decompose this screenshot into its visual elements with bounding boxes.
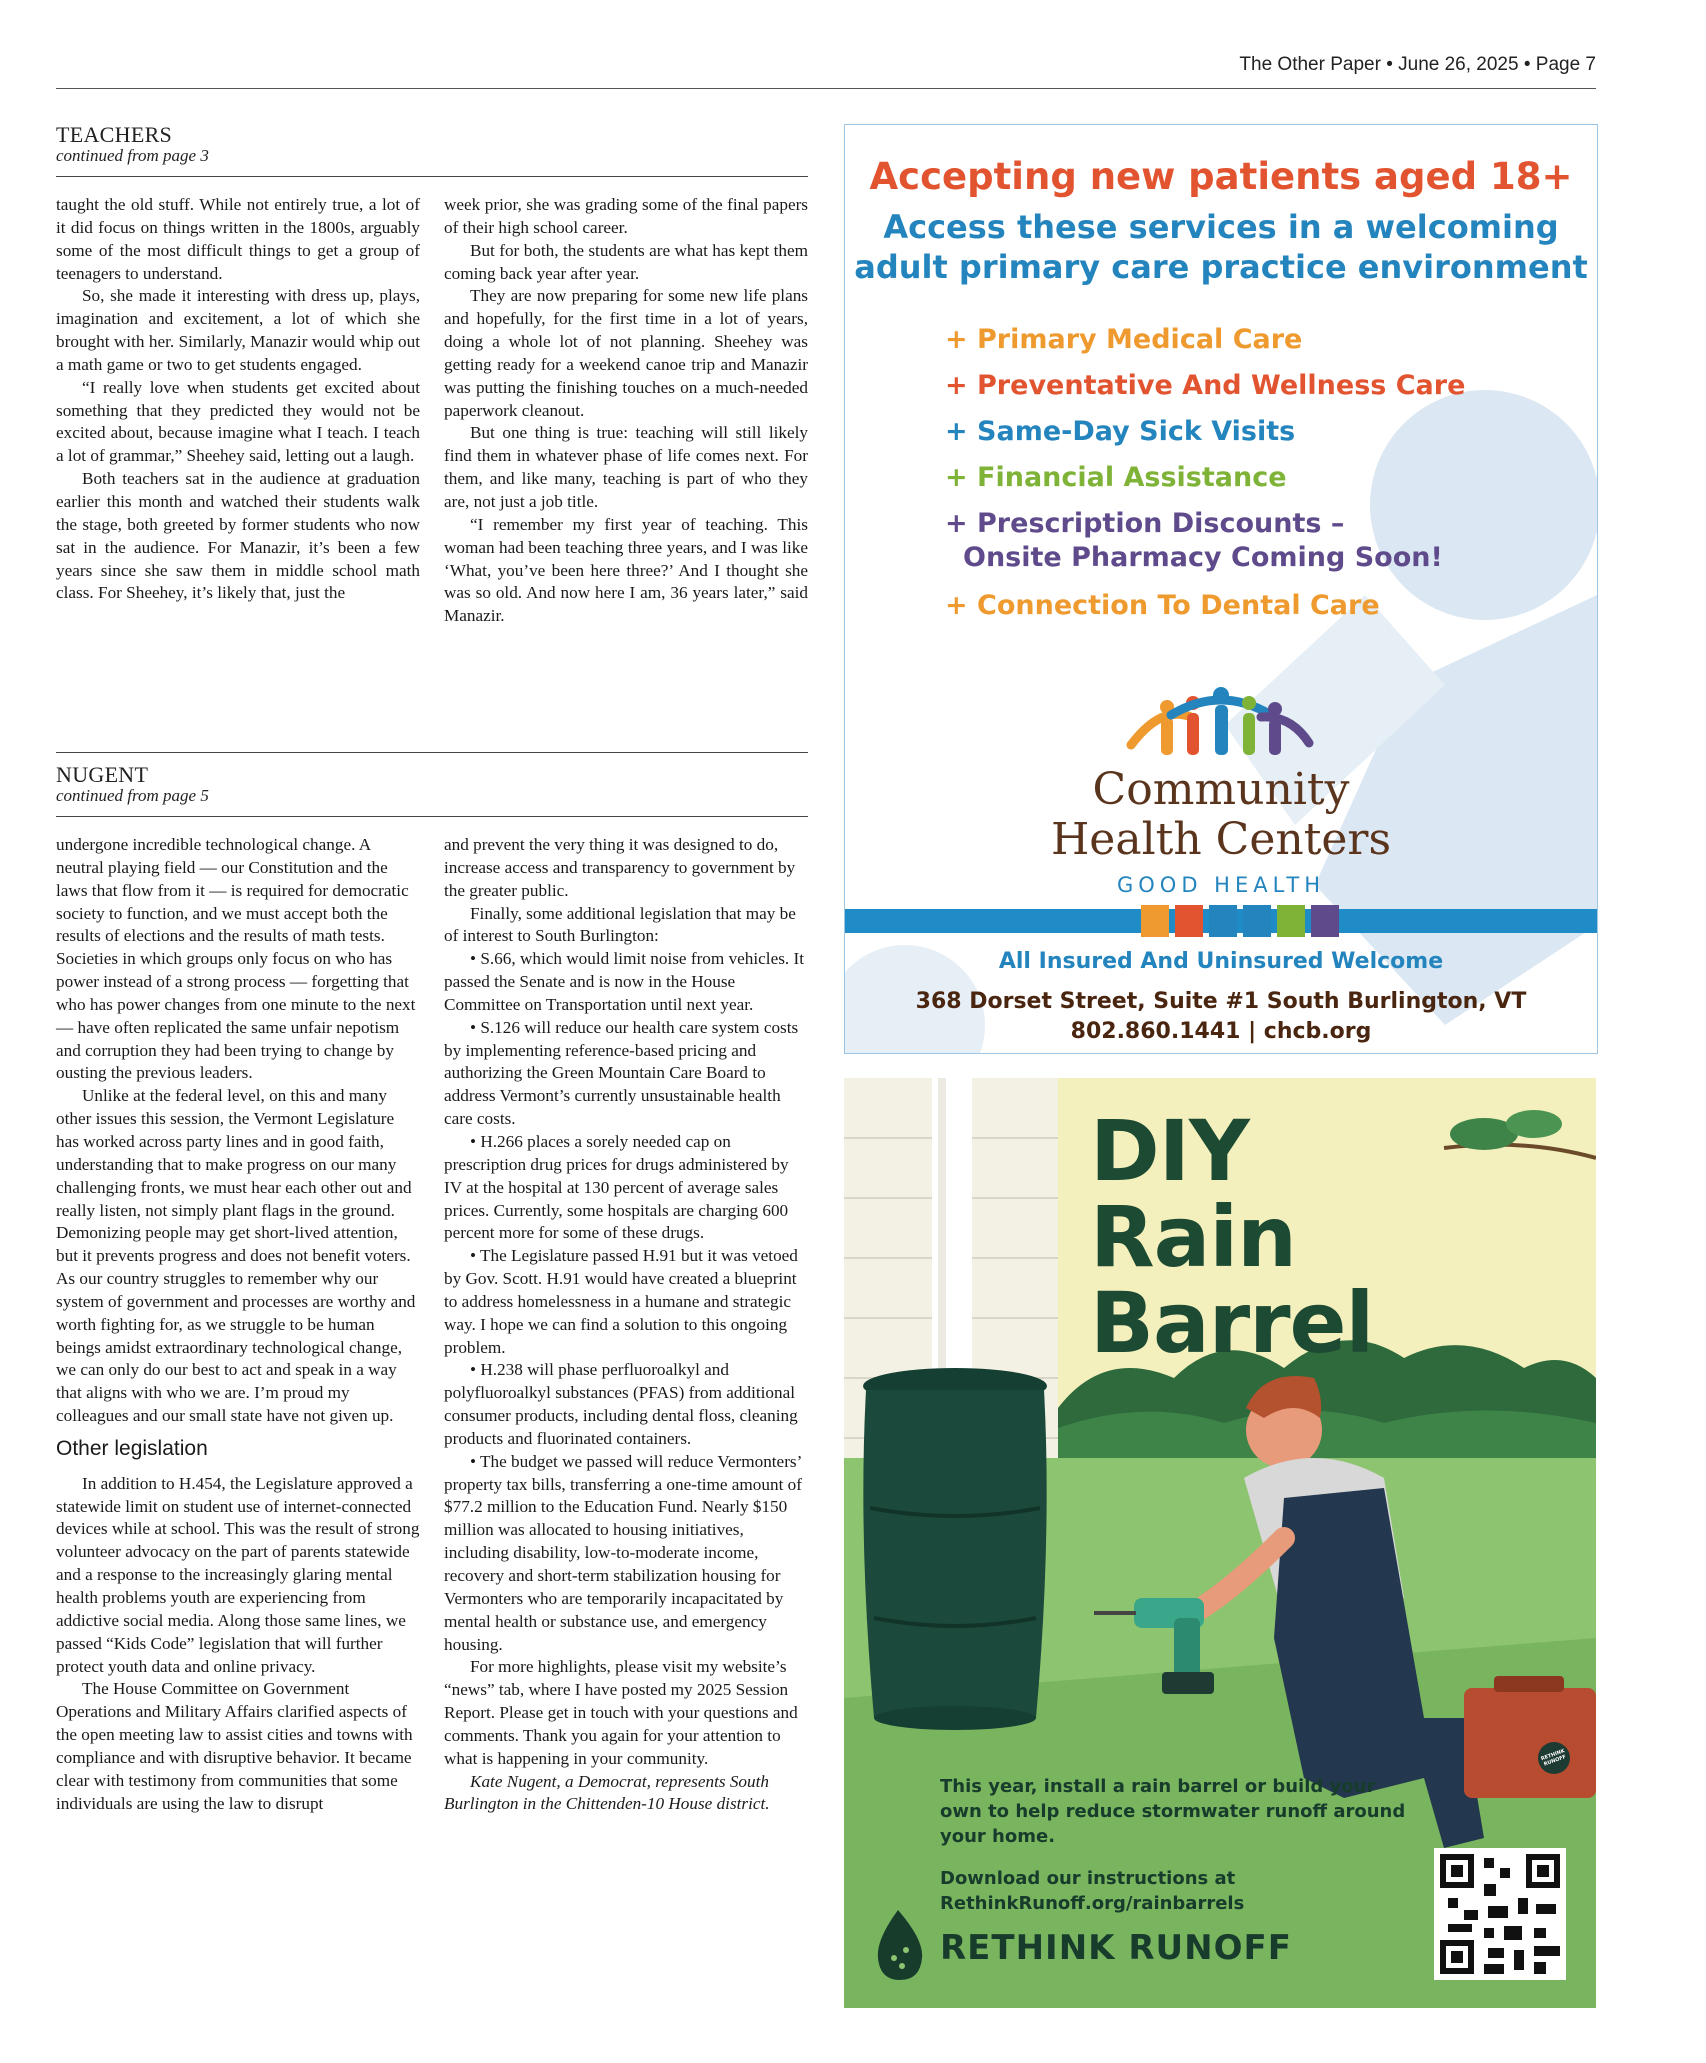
teachers-rule — [56, 176, 808, 177]
running-head — [56, 52, 1596, 89]
rethink-runoff-brand: RETHINK RUNOFF — [940, 1928, 1292, 1968]
color-square — [1141, 905, 1169, 937]
paragraph: So, she made it interesting with dress up, plays, imagination and excitement, a lot of which she brought with her. Similarly, Manazir would whip out a math game or two to get students engaged. — [56, 286, 420, 374]
subhead-other-legislation: Other legislation — [56, 1436, 208, 1460]
service-item: + Connection To Dental Care — [945, 590, 1380, 621]
ad-headline: Accepting new patients aged 18+ — [869, 155, 1573, 198]
rain-barrel-title-2: Rain Barrel — [1090, 1188, 1374, 1372]
logo-tagline: GOOD HEALTH — [1116, 873, 1326, 897]
paragraph: “I remember my first year of teaching. This woman had been teaching three years, and I was like ‘What, you’ve been here three?’ And I thought she was so old. And now here I am, 36 years later,” said Manazir. — [444, 514, 808, 626]
nugent-column-1 — [56, 834, 420, 1815]
ad-contact: 802.860.1441 | chcb.org — [1070, 1019, 1372, 1044]
health-centers-ad — [844, 124, 1598, 1054]
insured-note: All Insured And Uninsured Welcome — [998, 949, 1444, 974]
running-head-text: The Other Paper • June 26, 2025 • Page 7 — [1239, 54, 1596, 75]
teachers-continued: continued from page 3 — [56, 146, 209, 165]
paragraph: week prior, she was grading some of the final papers of their high school career. — [444, 195, 808, 237]
service-item: Onsite Pharmacy Coming Soon! — [963, 542, 1443, 573]
nugent-top-rule — [56, 752, 808, 753]
ad-subhead-1: Access these services in a welcoming — [883, 208, 1559, 246]
bullet-item: • The budget we passed will reduce Vermonters’ property tax bills, transferring a one-time amount of $77.2 million to the Education Fund. Nearly $150 million was allocated to housing initiatives, including disability, low-to-moderate income, recovery and short-term stabilization housing for Vermonters who are temporarily incapacitated by mental health or substance use, and emergency housing. — [444, 1451, 802, 1654]
service-item: + Prescription Discounts – — [945, 508, 1345, 539]
rain-barrel-copy-2: Download our instructions at RethinkRunoff.org/rainbarrels — [940, 1868, 1245, 1914]
color-square — [1243, 905, 1271, 937]
color-square — [1311, 905, 1339, 937]
service-item: + Preventative And Wellness Care — [945, 370, 1466, 401]
people-logo-icon — [1121, 685, 1321, 765]
service-item: + Primary Medical Care — [945, 324, 1303, 355]
paragraph: and prevent the very thing it was designed to do, increase access and transparency to government by the greater public. — [444, 835, 796, 900]
bullet-item: • S.66, which would limit noise from vehicles. It passed the Senate and is now in the House Committee on Transportation until next year. — [444, 949, 804, 1014]
paragraph: In addition to H.454, the Legislature approved a statewide limit on student use of internet-connected devices while at school. This was the result of strong volunteer advocacy on the part of parents statewide and a response to the increasingly glaring mental health problems youth are experiencing from addictive social media. Along those same lines, we passed “Kids Code” legislation that will further protect youth data and online privacy. — [56, 1473, 420, 1676]
paragraph: But for both, the students are what has kept them coming back year after year. — [444, 240, 808, 283]
service-item: + Same-Day Sick Visits — [945, 416, 1296, 447]
teachers-title: TEACHERS — [56, 122, 173, 147]
paragraph: For more highlights, please visit my website’s “news” tab, where I have posted my 2025 Session Report. Please get in touch with your questions and comments. Thank you again for your attention to what is happening in your community. — [444, 1657, 798, 1768]
paragraph: “I really love when students get excited about something that they predicted they would not be excited about, because imagine what I teach. I teach a lot of grammar,” Sheehey said, letting out a laugh. — [56, 377, 420, 466]
toolbox-logo: RETHINK RUNOFF — [1540, 1748, 1567, 1768]
ad-subhead-2: adult primary care practice environment — [854, 248, 1588, 286]
bullet-item: • H.266 places a sorely needed cap on prescription drug prices for drugs administered by IV at the hospital at 130 percent of average sales prices. Currently, some hospitals are charging 600 percent more for some of these drugs. — [444, 1131, 789, 1243]
rain-barrel-ad — [844, 1078, 1596, 2008]
color-square — [1175, 905, 1203, 937]
rain-barrel-title-1: DIY — [1090, 1102, 1249, 1200]
nugent-continued: continued from page 5 — [56, 786, 209, 805]
paragraph: Finally, some additional legislation that may be of interest to South Burlington: — [444, 903, 796, 946]
color-square — [1209, 905, 1237, 937]
bullet-item: • H.238 will phase perfluoroalkyl and polyfluoroalkyl substances (PFAS) from additional consumer products, including dental floss, cleaning products and fluorinated containers. — [444, 1360, 798, 1448]
paragraph: Both teachers sat in the audience at graduation earlier this month and watched their students walk the stage, both greeted by former students who now sat in the audience. For Manazir, it’s been a few years since she saw them in middle school math class. For Sheehey, it’s likely that, just the — [56, 469, 420, 603]
service-item: + Financial Assistance — [945, 462, 1287, 493]
paragraph: taught the old stuff. While not entirely true, a lot of it did focus on things written in the 1800s, arguably some of the most difficult things to get a group of teenagers to understand. — [56, 195, 420, 283]
ad-address: 368 Dorset Street, Suite #1 South Burlington, VT — [915, 989, 1527, 1014]
paragraph: The House Committee on Government Operations and Military Affairs clarified aspects of the open meeting law to assist cities and towns with compliance and with disruptive behavior. It became clear with testimony from communities that some individuals are using the law to disrupt — [56, 1679, 413, 1813]
teachers-column-2 — [444, 194, 808, 628]
color-square — [1277, 905, 1305, 937]
teachers-column-1 — [56, 194, 420, 605]
nugent-rule — [56, 816, 808, 817]
rain-barrel-copy-1: This year, install a rain barrel or build your own to help reduce stormwater runoff around your home. — [940, 1776, 1406, 1847]
bullet-item: • S.126 will reduce our health care system costs by implementing reference-based pricing and authorizing the Green Mountain Care Board to address Vermont’s currently unsustainable health care costs. — [444, 1017, 799, 1129]
author-signature: Kate Nugent, a Democrat, represents South Burlington in the Chittenden-10 House district. — [444, 1771, 770, 1814]
logo-line-community: Community — [1092, 764, 1350, 815]
paragraph: undergone incredible technological change. A neutral playing field — our Constitution and the laws that flow from it — is required for democratic society to function, and we must accept both the results of elections and the results of math tests. Societies in which groups only focus on who has power instead of a strong process — forgetting that who has power changes from one minute to the next — have often replicated the same unfair nepotism and corruption they had been trying to change by ousting the previous leaders. — [56, 835, 416, 1083]
bullet-item: • The Legislature passed H.91 but it was vetoed by Gov. Scott. H.91 would have created a blueprint to address homelessness in a humane and strategic way. I hope we can find a solution to this ongoing problem. — [444, 1246, 798, 1357]
nugent-title: NUGENT — [56, 762, 149, 787]
nugent-column-2 — [444, 834, 808, 1816]
paragraph: They are now preparing for some new life plans and hopefully, for the first time in a lot of years, doing a whole lot of not planning. Sheehey was getting ready for a weekend canoe trip and Manazir was putting the finishing touches on a much-needed paperwork cleanout. — [444, 286, 808, 420]
paragraph: But one thing is true: teaching will still likely find them in whatever phase of life comes next. For them, and like many, teaching is part of who they are, not just a job title. — [444, 423, 808, 511]
paragraph: Unlike at the federal level, on this and many other issues this session, the Vermont Legislature has worked across party lines and in good faith, understanding that to make progress on our many challenging fronts, we must hear each other out and really listen, not simply plant flags in the ground. Demonizing people may get short-lived attention, but it prevents progress and does not benefit voters. As our country struggles to remember why our system of government and processes are worthy and worth fighting for, as we struggle to be human beings amidst extraordinary technological change, we can only do our best to act and speak in a way that aligns with who we are. I’m proud my colleagues and our small state have not given up. — [56, 1086, 416, 1426]
logo-line-health-centers: Health Centers — [1050, 814, 1392, 865]
